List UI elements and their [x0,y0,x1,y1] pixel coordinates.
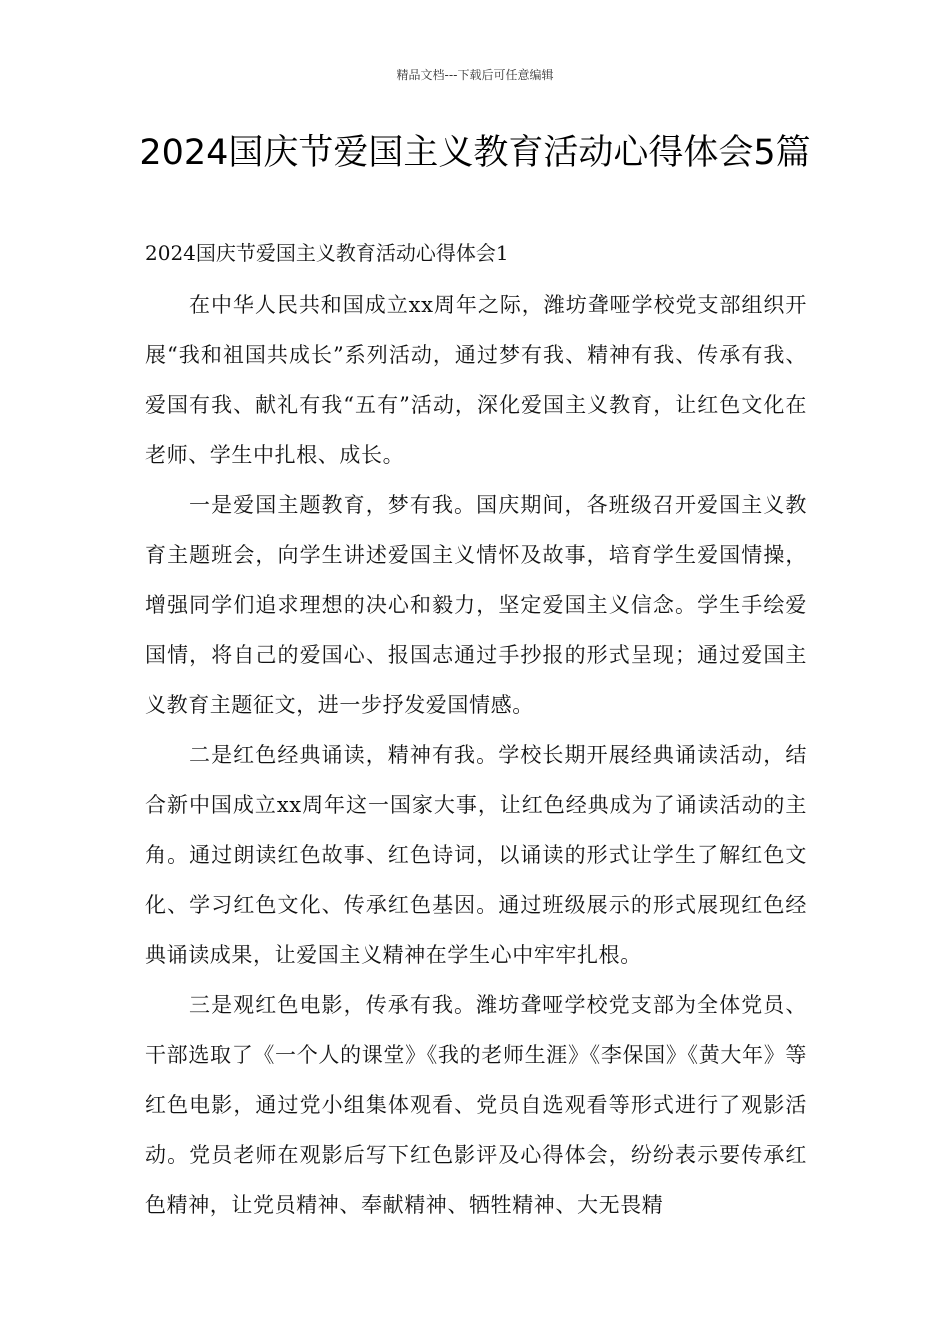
paragraph-2: 一是爱国主题教育，梦有我。国庆期间，各班级召开爱国主义教育主题班会，向学生讲述爱国主义情怀及故事，培育学生爱国情操，增强同学们追求理想的决心和毅力，坚定爱国主义信念。学生手绘爱国情，将自己的爱国心、报国志通过手抄报的形式呈现；通过爱国主义教育主题征文，进一步抒发爱国情感。 [145,493,807,717]
document-body [145,280,807,1230]
document-title: 2024国庆节爱国主义教育活动心得体会5篇 [139,133,811,173]
paragraph-1: 在中华人民共和国成立xx周年之际，潍坊聋哑学校党支部组织开展“我和祖国共成长”系列活动，通过梦有我、精神有我、传承有我、爱国有我、献礼有我“五有”活动，深化爱国主义教育，让红色文化在老师、学生中扎根、成长。 [145,293,807,467]
header-note: 精品文档---下载后可任意编辑 [396,68,554,82]
section-subtitle: 2024国庆节爱国主义教育活动心得体会1 [145,241,509,265]
paragraph-3: 二是红色经典诵读，精神有我。学校长期开展经典诵读活动，结合新中国成立xx周年这一国家大事，让红色经典成为了诵读活动的主角。通过朗读红色故事、红色诗词，以诵读的形式让学生了解红色文化、学习红色文化、传承红色基因。通过班级展示的形式展现红色经典诵读成果，让爱国主义精神在学生心中牢牢扎根。 [145,743,807,967]
paragraph-4: 三是观红色电影，传承有我。潍坊聋哑学校党支部为全体党员、干部选取了《一个人的课堂》《我的老师生涯》《李保国》《黄大年》等红色电影，通过党小组集体观看、党员自选观看等形式进行了观影活动。党员老师在观影后写下红色影评及心得体会，纷纷表示要传承红色精神，让党员精神、奉献精神、牺牲精神、大无畏精 [145,993,807,1217]
